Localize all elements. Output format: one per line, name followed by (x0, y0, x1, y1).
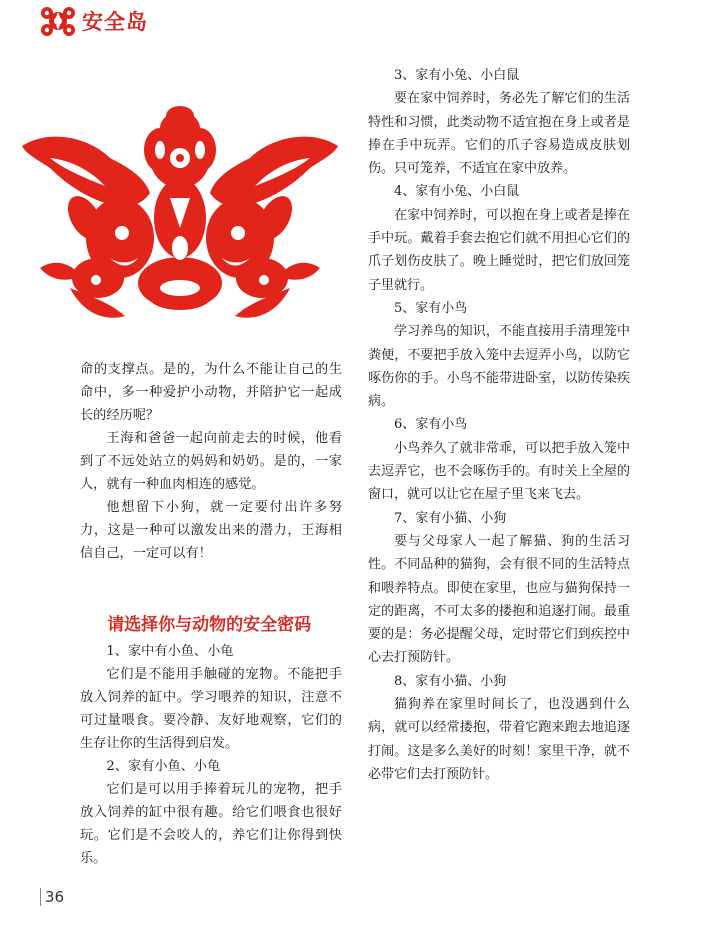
page-number: 36 (40, 888, 64, 906)
paragraph: 学习养鸟的知识，不能直接用手清理笼中粪便，不要把手放入笼中去逗弄小鸟，以防它啄伤你的手。小鸟不能带进卧室，以防传染疾病。 (368, 324, 630, 410)
item-heading: 6、家有小鸟 (394, 417, 468, 433)
right-column-text (368, 64, 630, 786)
papercut-flower-logo-icon (38, 4, 78, 38)
paragraph: 它们是可以用手捧着玩儿的宠物，把手放入饲养的缸中很有趣。给它们喂食也很好玩。它们是不会咬人的，养它们让你得到快乐。 (80, 782, 342, 866)
section-heading: 请选择你与动物的安全密码 (107, 615, 312, 635)
paragraph: 猫狗养在家里时间长了，也没遇到什么病，就可以经常搂抱，带着它跑来跑去地追逐打闹。这是多么美好的时刻！家里干净，就不必带它们去打预防针。 (368, 697, 630, 782)
paragraph: 它们是不能用手触碰的宠物。不能把手放入饲养的缸中。学习喂养的知识，注意不可过量喂食。要冷静、友好地观察，它们的生存让你的生活得到启发。 (80, 667, 342, 751)
item-heading: 4、家有小兔、小白鼠 (394, 184, 520, 200)
rabbit-papercut-illustration (10, 98, 350, 330)
paragraph: 王海和爸爸一起向前走去的时候，他看到了不远处站立的妈妈和奶奶。是的，一家人，就有一种血肉相连的感觉。 (80, 431, 342, 492)
section-title: 安全岛 (82, 10, 148, 34)
left-column-bottom-text (80, 612, 342, 870)
item-heading: 2、家有小鱼、小龟 (106, 759, 221, 774)
paragraph: 小鸟养久了就非常乖，可以把手放入笼中去逗弄它，也不会啄伤手的。有时关上全屋的窗口，就可以让它在屋子里飞来飞去。 (368, 440, 630, 503)
item-heading: 5、家有小鸟 (394, 300, 468, 316)
paragraph: 他想留下小狗，就一定要付出许多努力，这是一种可以激发出来的潜力，王海相信自己，一定可以有！ (80, 500, 342, 561)
paragraph: 命的支撑点。是的，为什么不能让自己的生命中，多一种爱护小动物，并陪护它一起成长的经历呢？ (80, 362, 342, 423)
left-column-top-text (80, 358, 342, 565)
paragraph: 在家中饲养时，可以抱在身上或者是捧在手中玩。戴着手套去抱它们就不用担心它们的爪子划伤皮肤了。晚上睡觉时，把它们放回笼子里就行。 (368, 207, 630, 293)
item-heading: 3、家有小兔、小白鼠 (394, 68, 520, 83)
paragraph: 要与父母家人一起了解猫、狗的生活习性。不同品种的猫狗，会有很不同的生活特点和喂养特点。即使在家里，也应与猫狗保持一定的距离，不可太多的搂抱和追逐打闹。最重要的是：务必提醒父母，定时带它们到疾控中心去打预防针。 (368, 533, 630, 666)
item-heading: 7、家有小猫、小狗 (394, 510, 507, 526)
item-heading: 8、家有小猫、小狗 (394, 673, 507, 689)
item-heading: 1、家中有小鱼、小龟 (106, 644, 234, 659)
paragraph: 要在家中饲养时，务必先了解它们的生活特性和习惯，此类动物不适宜抱在身上或者是捧在手中玩弄。它们的爪子容易造成皮肤划伤。只可笼养，不适宜在家中放养。 (368, 91, 630, 177)
header (38, 4, 148, 38)
